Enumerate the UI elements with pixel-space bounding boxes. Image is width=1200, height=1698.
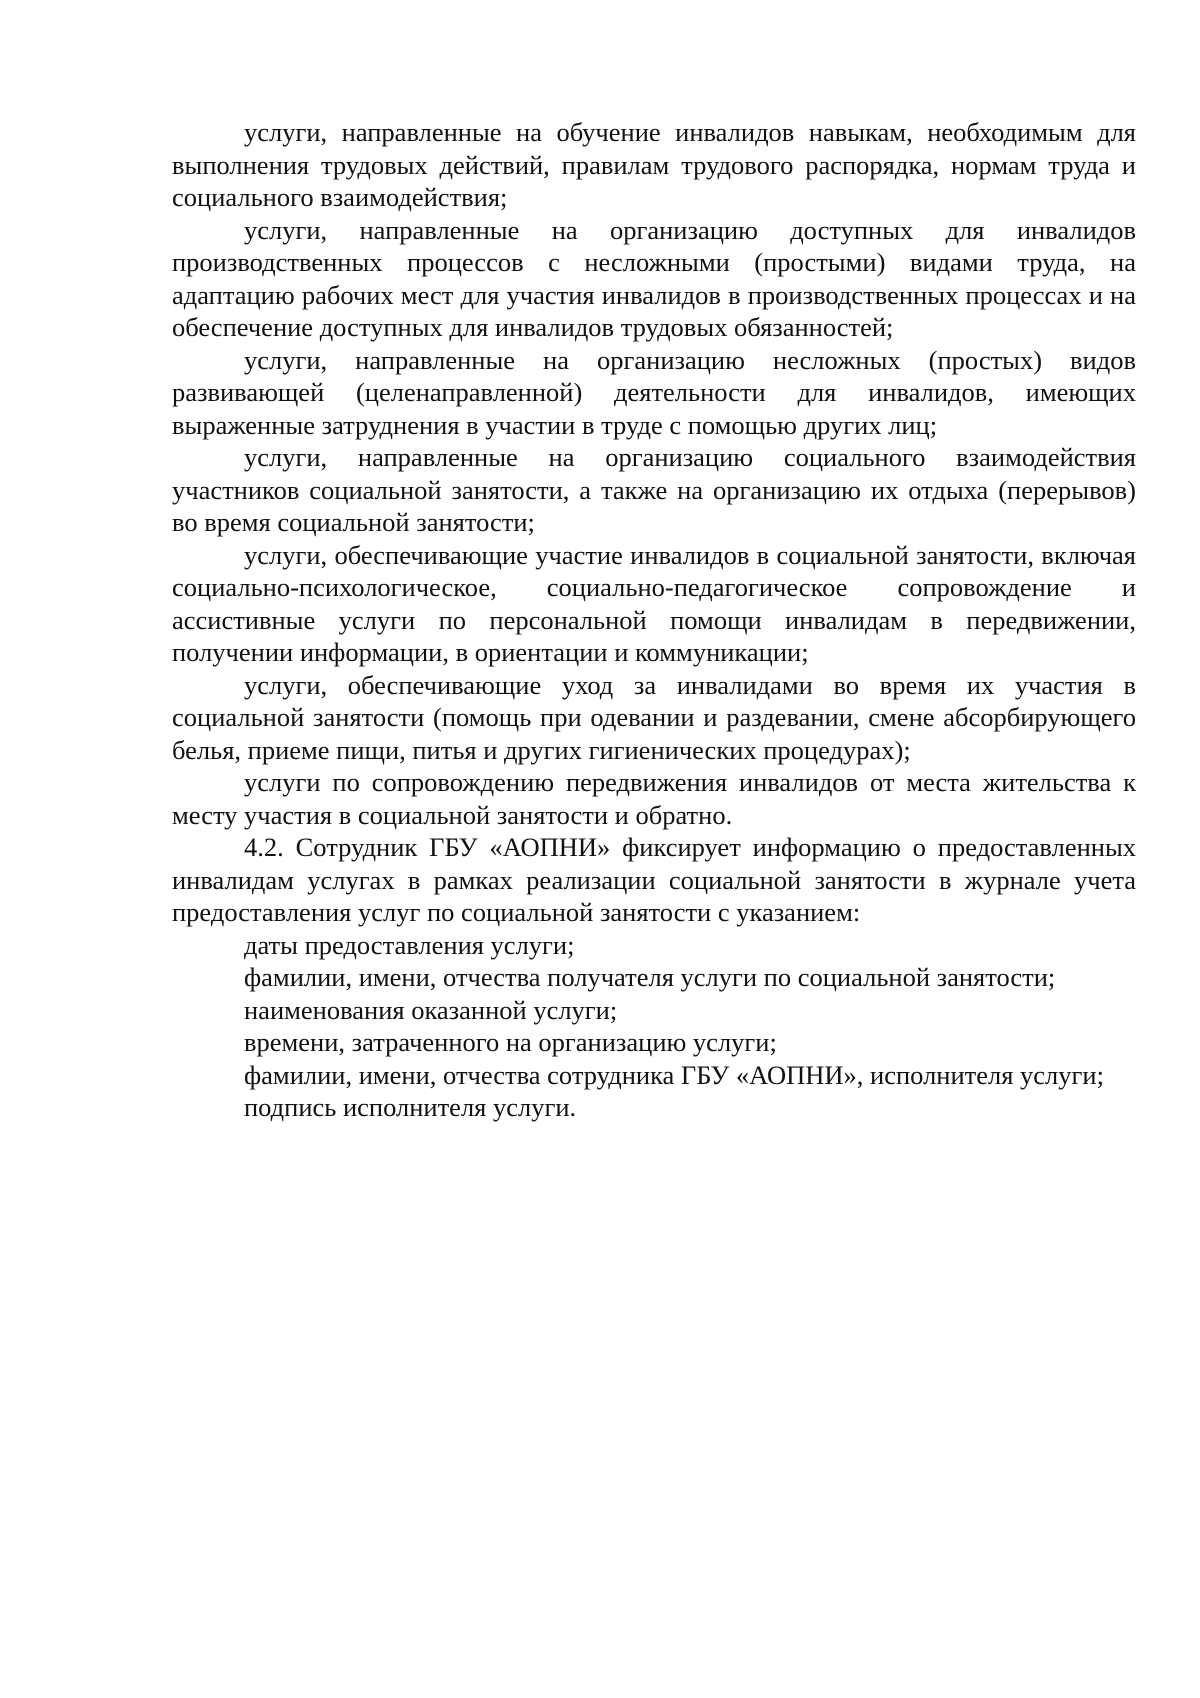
list-item-staff-name: фамилии, имени, отчества сотрудника ГБУ «АОПНИ», исполнителя услуги;	[244, 1059, 1104, 1090]
paragraph-participation-support: услуги, обеспечивающие участие инвалидов в социальной занятости, включая социально-психологическое, социально-педагогическое сопровождение и ассистивные услуги по персональной помощи инвалидам в передвижении, получении информации, в ориентации и коммуникации;	[172, 539, 1136, 667]
list-item-service-name: наименования оказанной услуги;	[244, 994, 618, 1025]
list-item-signature: подпись исполнителя услуги.	[244, 1092, 577, 1122]
paragraph-care-services: услуги, обеспечивающие уход за инвалидами во время их участия в социальной занятости (помощь при одевании и раздевании, смене абсорбирующего белья, приеме пищи, питья и других гигиенических процедурах);	[172, 669, 1136, 765]
list-item-time-spent: времени, затраченного на организацию услуги;	[244, 1027, 777, 1057]
list-item-recipient-name: фамилии, имени, отчества получателя услуги по социальной занятости;	[244, 962, 1056, 992]
paragraph-social-interaction: услуги, направленные на организацию социального взаимодействия участников социальной занятости, а также на организацию их отдыха (перерывов) во время социальной занятости;	[172, 442, 1136, 537]
document-body	[172, 116, 1136, 1124]
paragraph-section-4-2: 4.2. Сотрудник ГБУ «АОПНИ» фиксирует информацию о предоставленных инвалидам услугах в рамках реализации социальной занятости в журнале учета предоставления услуг по социальной занятости с указанием:	[172, 832, 1136, 927]
paragraph-developmental-activity: услуги, направленные на организацию несложных (простых) видов развивающей (целенаправленной) деятельности для инвалидов, имеющих выраженные затруднения в участии в труде с помощью других лиц;	[172, 344, 1136, 440]
list-item-service-date: даты предоставления услуги;	[244, 929, 575, 960]
paragraph-production-processes: услуги, направленные на организацию доступных для инвалидов производственных процессов с несложными (простыми) видами труда, на адаптацию рабочих мест для участия инвалидов в производственных процессах и на обеспечение доступных для инвалидов трудовых обязанностей;	[172, 214, 1136, 342]
paragraph-training-services: услуги, направленные на обучение инвалидов навыкам, необходимым для выполнения трудовых действий, правилам трудового распорядка, нормам труда и социального взаимодействия;	[172, 117, 1136, 212]
paragraph-transport-escort: услуги по сопровождению передвижения инвалидов от места жительства к месту участия в социальной занятости и обратно.	[172, 767, 1136, 830]
